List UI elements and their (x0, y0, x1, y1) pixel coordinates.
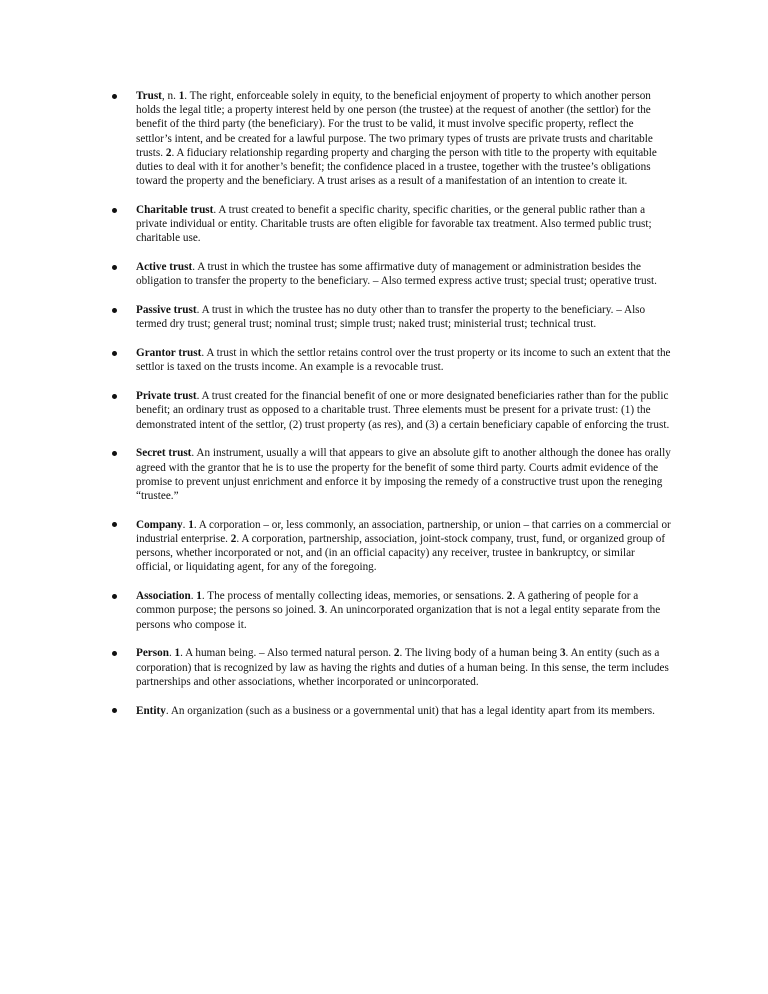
definition-term: Charitable trust (136, 204, 214, 217)
bullet-icon (112, 708, 117, 713)
definition-entry (0, 203, 671, 246)
sense-number: 1 (174, 647, 181, 660)
definition-text: . An organization (such as a business or a governmental unit) that has a legal identity apart from its members. (165, 704, 655, 717)
bullet-icon (112, 394, 117, 399)
definition-text: . A trust created to benefit a specific charity, specific charities, or the general public rather than a private individual or entity. Charitable trusts are often eligible for favorable tax treatment. Also termed public trust; charitable use. (136, 204, 652, 245)
definition-text: . An instrument, usually a will that appears to give an absolute gift to another although the donee has orally agreed with the grantor that he is to use the property for the benefit of some third party. Courts admit evidence of the promise to prevent unjust enrichment and enforce it by imposing the remedy of a constructive trust upon the reneging “trustee.” (136, 447, 671, 503)
definition-term: Grantor trust (136, 347, 202, 360)
definition-text: . The right, enforceable solely in equity, to the beneficial enjoyment of property to which another person holds the legal title; a property interest held by one person (the trustee) at the request of another (the settlor) for the benefit of the third party (the beneficiary). For the trust to be valid, it must involve specific property, reflect the settlor’s intent, and be created for a lawful purpose. The two primary types of trusts are private trusts and charitable trusts. (136, 90, 653, 159)
definition-text: . The process of mentally collecting ideas, memories, or sensations. (201, 590, 507, 603)
definition-entry (0, 646, 671, 689)
definition-text: . A trust in which the trustee has no duty other than to transfer the property to the beneficiary. – Also termed dry trust; general trust; nominal trust; simple trust; naked trust; ministerial trust; technical trust. (136, 304, 646, 331)
definition-text: . (182, 518, 189, 531)
definition-entry (0, 589, 671, 632)
sense-number: 3 (559, 647, 566, 660)
definition-term: Company (136, 518, 183, 531)
definition-term: Passive trust (136, 304, 197, 317)
definition-text: . A human being. – Also termed natural person. (180, 647, 394, 660)
definition-term: Association (136, 590, 191, 603)
definition-term: Trust (136, 90, 162, 102)
sense-number: 2 (506, 590, 513, 603)
definition-text: . (168, 647, 175, 660)
sense-number: 1 (196, 590, 202, 603)
bullet-icon (112, 522, 117, 527)
sense-number: 1 (188, 518, 194, 531)
definition-entry (0, 346, 671, 374)
definition-entry (0, 704, 671, 718)
definition-term: Entity (136, 704, 166, 717)
definition-text: . (190, 590, 197, 603)
definition-entry (0, 446, 671, 503)
definition-entry (0, 303, 671, 331)
definition-text: . A corporation – or, less commonly, an association, partnership, or union – that carries on a commercial or industrial enterprise. (136, 518, 671, 546)
definition-text: . An entity (such as a corporation) that is recognized by law as having the rights and duties of a human being. In this sense, the term includes partnerships and other associations, whether incorporated or unincorporated. (136, 647, 669, 688)
definition-entry (0, 260, 671, 288)
bullet-icon (112, 351, 117, 356)
sense-number: 3 (319, 604, 325, 617)
definition-text: . A gathering of people for a common purpose; the persons so joined. (136, 590, 639, 617)
definition-term: Person (136, 647, 169, 660)
definition-entry (0, 389, 671, 432)
definition-text: . A trust created for the financial benefit of one or more designated beneficiaries rather than for the public benefit; an ordinary trust as opposed to a charitable trust. Three elements must be present for a private trust: (1) the demonstrated intent of the settlor, (2) trust property (as res), and (3) a certain beneficiary capable of enforcing the trust. (136, 390, 670, 431)
definition-text: . A fiduciary relationship regarding property and charging the person with title to the property with equitable duties to deal with it for another’s benefit; the confidence placed in a trustee, together with the trustee’s obligations toward the property and the beneficiary. A trust arises as a result of a manifestation of an intention to create it. (136, 146, 657, 188)
definition-entry (0, 518, 671, 575)
definition-text: . A trust in which the settlor retains control over the trust property or its income to such an extent that the settlor is taxed on the trusts income. An example is a revocable trust. (136, 347, 671, 374)
bullet-icon (112, 208, 117, 213)
definition-list (0, 89, 768, 732)
definition-text: . A trust in which the trustee has some affirmative duty of management or administration besides the obligation to transfer the property to the beneficiary. – Also termed express active trust; special trust; operative trust. (136, 261, 657, 288)
definition-term: Private trust (136, 390, 197, 403)
definition-term: Secret trust (136, 447, 192, 460)
sense-number: 2 (393, 647, 400, 660)
definition-entry (0, 89, 671, 188)
definition-text: , n. (161, 90, 179, 102)
sense-number: 2 (165, 146, 172, 159)
bullet-icon (112, 308, 117, 313)
definition-text: . The living body of a human being (399, 647, 560, 660)
bullet-icon (112, 594, 117, 599)
bullet-icon (112, 451, 117, 456)
sense-number: 1 (178, 90, 185, 102)
sense-number: 2 (230, 533, 237, 546)
definition-text: . An unincorporated organization that is not a legal entity separate from the persons who compose it. (136, 604, 661, 631)
bullet-icon (112, 265, 117, 270)
definition-term: Active trust (136, 261, 193, 274)
bullet-icon (112, 94, 117, 99)
definition-text: . A corporation, partnership, association, joint-stock company, trust, fund, or organized group of persons, whether incorporated or not, and (in an official capacity) any receiver, trustee in bankruptcy, or similar official, or liquidating agent, for any of the foregoing. (136, 533, 666, 574)
bullet-icon (112, 651, 117, 656)
